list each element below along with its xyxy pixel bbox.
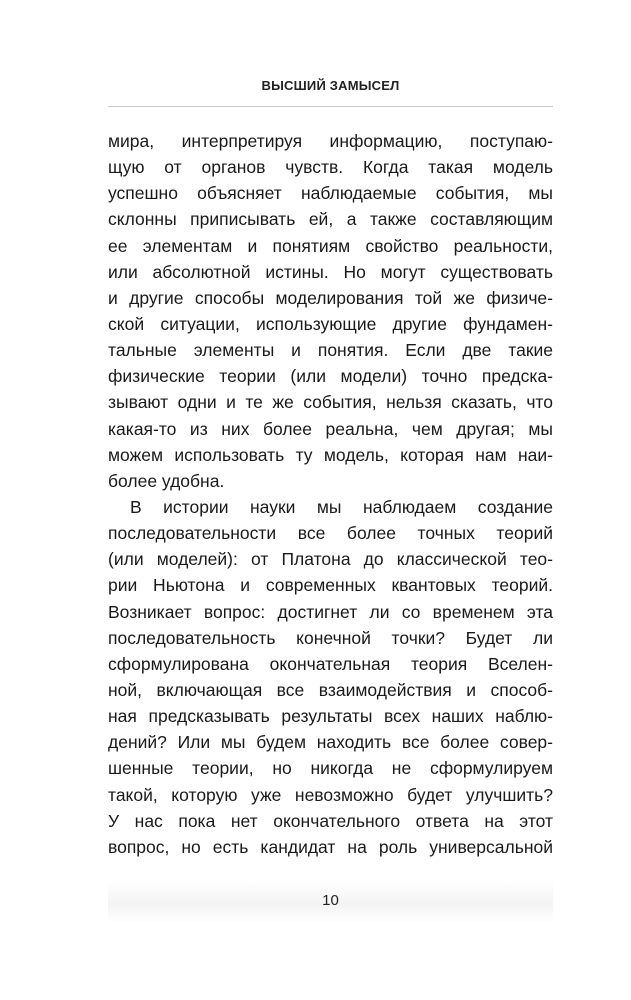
text-line: Возникает вопрос: достигнет ли со временем эта <box>108 601 553 622</box>
text-line: вопрос, но есть кандидат на роль универсальной <box>108 836 553 857</box>
text-line: или абсолютной истины. Но могут существовать <box>108 261 553 282</box>
text-line: сформулирована окончательная теория Вселен- <box>108 653 553 674</box>
text-line: физические теории (или модели) точно предска- <box>108 366 553 387</box>
text-line: рии Ньютона и современных квантовых теорий. <box>108 575 553 596</box>
text-line: ной, включающая все взаимодействия и способ- <box>108 679 553 700</box>
text-line: и другие способы моделирования той же физиче- <box>108 287 553 308</box>
text-line: последовательности все более точных теорий <box>108 523 553 544</box>
text-line: ее элементам и понятиям свойство реальности, <box>108 235 553 256</box>
text-line: В истории науки мы наблюдаем создание <box>130 496 553 517</box>
text-line: У нас пока нет окончательного ответа на этот <box>108 810 553 831</box>
running-header: ВЫСШИЙ ЗАМЫСЕЛ <box>261 78 400 93</box>
text-line: последовательность конечной точки? Будет ли <box>108 627 553 648</box>
header-divider <box>108 106 553 107</box>
text-line: дений? Или мы будем находить все более совер- <box>108 732 553 753</box>
text-line: щую от органов чувств. Когда такая модель <box>108 157 553 178</box>
text-line: склонны приписывать ей, а также составляющим <box>108 209 553 230</box>
text-line: такой, которую уже невозможно будет улучшить? <box>108 784 553 805</box>
text-line: тальные элементы и понятия. Если две такие <box>108 340 553 361</box>
text-line: мира, интерпретируя информацию, поступаю- <box>108 131 553 151</box>
text-line: какая-то из них более реальна, чем другая; мы <box>108 418 553 439</box>
page-number: 10 <box>322 892 339 909</box>
text-line: ской ситуации, использующие другие фундамен- <box>108 313 553 334</box>
text-line: зывают одни и те же события, нельзя сказать, что <box>108 392 553 413</box>
text-line: более удобна. <box>108 470 225 491</box>
text-line: шенные теории, но никогда не сформулируем <box>108 758 553 779</box>
text-line: ная предсказывать результаты всех наших наблю- <box>108 706 553 727</box>
text-line: можем использовать ту модель, которая нам наи- <box>108 444 553 465</box>
text-line: успешно объясняет наблюдаемые события, мы <box>108 183 553 204</box>
text-line: (или моделей): от Платона до классической тео- <box>108 549 553 570</box>
body-text <box>108 128 553 860</box>
